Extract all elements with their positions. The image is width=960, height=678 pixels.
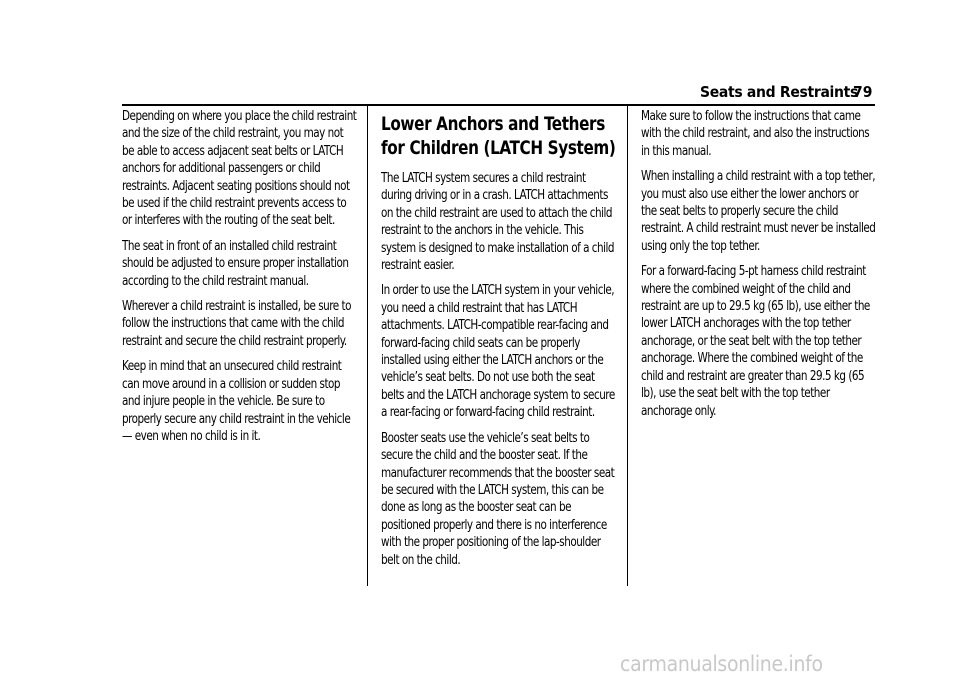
paragraph: Depending on where you place the child restraint and the size of the child restraint, you may not be able to access adjacent seat belts or LATCH anchors for additional passengers or child restraints. Adjacent seating positions should not be used if the child restraint prevents access to or interferes with the routing of the seat belt. xyxy=(122,109,357,229)
column-1 xyxy=(122,108,358,453)
paragraph: Make sure to follow the instructions that came with the child restraint, and also the instructions in this manual. xyxy=(641,109,870,159)
paragraph: For a forward-facing 5-pt harness child restraint where the combined weight of the child and restraint are up to 29.5 kg (65 lb), use either the lower LATCH anchorages with the top tether anchorage, or the seat belt with the top tether anchorage. Where the combined weight of the child and restraint are greater than 29.5 kg (65 lb), use the seat belt with the top tether anchorage only. xyxy=(641,264,870,419)
page-number: 79 xyxy=(853,83,873,101)
paragraph: The seat in front of an installed child restraint should be adjusted to ensure proper installation according to the child restraint manual. xyxy=(122,238,349,289)
paragraph: Keep in mind that an unsecured child restraint can move around in a collision or sudden stop and injure people in the vehicle. Be sure to properly secure any child restraint in the vehicle — even when no child is in it. xyxy=(122,359,351,444)
paragraph: When installing a child restraint with a top tether, you must also use either the lower anchors or the seat belts to properly secure the child restraint. A child restraint must never be installed using only the top tether. xyxy=(641,169,876,254)
column-divider xyxy=(627,106,628,586)
watermark: carmanualsonline.info xyxy=(620,652,823,676)
paragraph: Booster seats use the vehicle’s seat belts to secure the child and the booster seat. If the manufacturer recommends that the booster seat be secured with the LATCH system, this can be done as long as the booster seat can be positioned properly and there is no interference with the proper positioning of the lap-shoulder belt on the child. xyxy=(381,430,615,568)
paragraph: In order to use the LATCH system in your vehicle, you need a child restraint that has LATCH attachments. LATCH-compatible rear-facing and forward-facing child seats can be properly installed using either the LATCH anchors or the vehicle’s seat belts. Do not use both the seat belts and the LATCH anchorage system to secure a rear-facing or forward-facing child restraint. xyxy=(381,283,615,421)
column-2 xyxy=(381,108,617,577)
section-heading: Lower Anchors and Tethers for Children (LATCH System) xyxy=(381,113,616,159)
paragraph: The LATCH system secures a child restraint during driving or in a crash. LATCH attachments on the child restraint are used to attach the child restraint to the anchors in the vehicle. This system is designed to make installation of a child restraint easier. xyxy=(381,171,615,274)
paragraph: Wherever a child restraint is installed, be sure to follow the instructions that came with the child restraint and secure the child restraint properly. xyxy=(122,299,352,349)
column-divider xyxy=(367,106,368,586)
header-rule xyxy=(122,104,875,106)
section-title: Seats and Restraints xyxy=(700,83,859,101)
column-3 xyxy=(641,108,877,428)
